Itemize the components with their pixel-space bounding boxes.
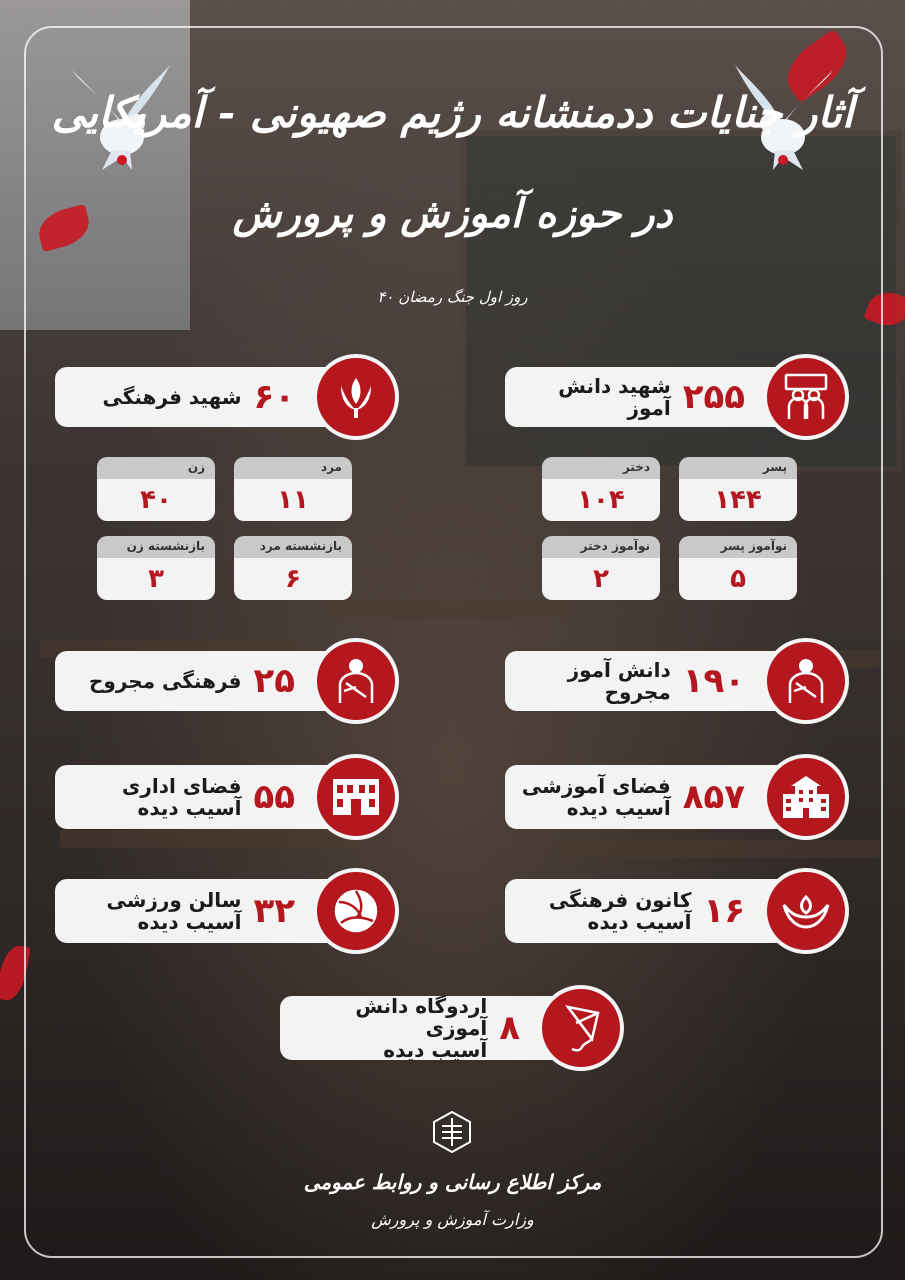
breakdown-value: ۲ — [542, 558, 660, 600]
stat-label-line1: فضای اداری — [122, 774, 242, 798]
breakdown-label: زن — [97, 457, 215, 479]
breakdown-value: ۵ — [679, 558, 797, 600]
stat-value: ۵۵ — [253, 777, 295, 817]
breakdown-label: نوآموز دختر — [542, 536, 660, 558]
stat-label: شهید دانش آموز — [558, 374, 671, 420]
breakdown-men — [234, 457, 352, 521]
office-building-icon — [313, 754, 399, 840]
stat-value: ۸۵۷ — [682, 777, 745, 817]
breakdown-value: ۱۰۴ — [542, 479, 660, 521]
kanoon-logo-icon — [763, 868, 849, 954]
volleyball-icon — [313, 868, 399, 954]
stat-value: ۱۹۰ — [682, 661, 745, 701]
kite-icon — [538, 985, 624, 1071]
injured-person-icon — [313, 638, 399, 724]
tulip-icon — [313, 354, 399, 440]
footer-organization: مرکز اطلاع رسانی و روابط عمومی — [303, 1170, 602, 1194]
stat-label-line2: آسیب دیده — [383, 1038, 488, 1062]
stat-card-cultural-centers — [505, 879, 805, 943]
breakdown-value: ۱۱ — [234, 479, 352, 521]
stat-label-line1: سالن ورزشی — [106, 888, 242, 912]
breakdown-girls — [542, 457, 660, 521]
stat-label — [522, 775, 671, 819]
stat-label: شهید فرهنگی — [102, 385, 242, 409]
stat-card-teacher-injured — [55, 651, 355, 711]
stat-label-line2: آسیب دیده — [137, 796, 242, 820]
breakdown-label: بازنشسته زن — [97, 536, 215, 558]
stat-label — [122, 775, 241, 819]
breakdown-value: ۴۰ — [97, 479, 215, 521]
stat-label — [106, 889, 241, 933]
stat-card-administrative-spaces — [55, 765, 355, 829]
stat-value: ۳۲ — [253, 891, 295, 931]
injured-person-icon — [763, 638, 849, 724]
stat-label-line1: اردوگاه دانش آموزی — [355, 994, 488, 1040]
stat-label: دانش آموز مجروح — [567, 658, 671, 704]
stat-card-educational-spaces — [505, 765, 805, 829]
page-title: آثار جنایات ددمنشانه رژیم صهیونی - آمریکایی — [51, 88, 854, 137]
stat-label-line2: آسیب دیده — [566, 796, 671, 820]
stat-label — [294, 995, 487, 1061]
breakdown-value: ۶ — [234, 558, 352, 600]
page-subtitle: ۴۰ روز اول جنگ رمضان — [377, 288, 528, 306]
breakdown-label: پسر — [679, 457, 797, 479]
page-title-line2: در حوزه آموزش و پرورش — [232, 190, 673, 237]
stat-label-line1: فضای آموزشی — [521, 774, 671, 798]
breakdown-women — [97, 457, 215, 521]
breakdown-boys — [679, 457, 797, 521]
stat-label: فرهنگی مجروح — [89, 669, 242, 693]
breakdown-label: بازنشسته مرد — [234, 536, 352, 558]
breakdown-retired-women — [97, 536, 215, 600]
breakdown-new-boys — [679, 536, 797, 600]
stat-value: ۲۵ — [253, 661, 295, 701]
stat-label — [549, 889, 692, 933]
breakdown-new-girls — [542, 536, 660, 600]
stat-value: ۶۰ — [253, 377, 295, 417]
stat-value: ۲۵۵ — [682, 377, 745, 417]
stat-value: ۱۶ — [703, 891, 745, 931]
breakdown-label: نوآموز پسر — [679, 536, 797, 558]
stat-card-student-injured — [505, 651, 805, 711]
stat-card-teacher-martyrs — [55, 367, 355, 427]
breakdown-value: ۱۴۴ — [679, 479, 797, 521]
breakdown-label: مرد — [234, 457, 352, 479]
stat-value: ۸ — [499, 1008, 520, 1048]
breakdown-value: ۳ — [97, 558, 215, 600]
ministry-logo-icon — [428, 1108, 476, 1156]
stat-label-line2: آسیب دیده — [587, 910, 692, 934]
stat-card-student-camps — [280, 996, 580, 1060]
breakdown-retired-men — [234, 536, 352, 600]
stat-card-student-martyrs — [505, 367, 805, 427]
breakdown-label: دختر — [542, 457, 660, 479]
school-building-icon — [763, 754, 849, 840]
stat-label-line1: کانون فرهنگی — [548, 888, 692, 912]
stat-label-line2: آسیب دیده — [137, 910, 242, 934]
footer-ministry: وزارت آموزش و پرورش — [371, 1210, 534, 1229]
students-icon — [763, 354, 849, 440]
stat-card-sports-halls — [55, 879, 355, 943]
